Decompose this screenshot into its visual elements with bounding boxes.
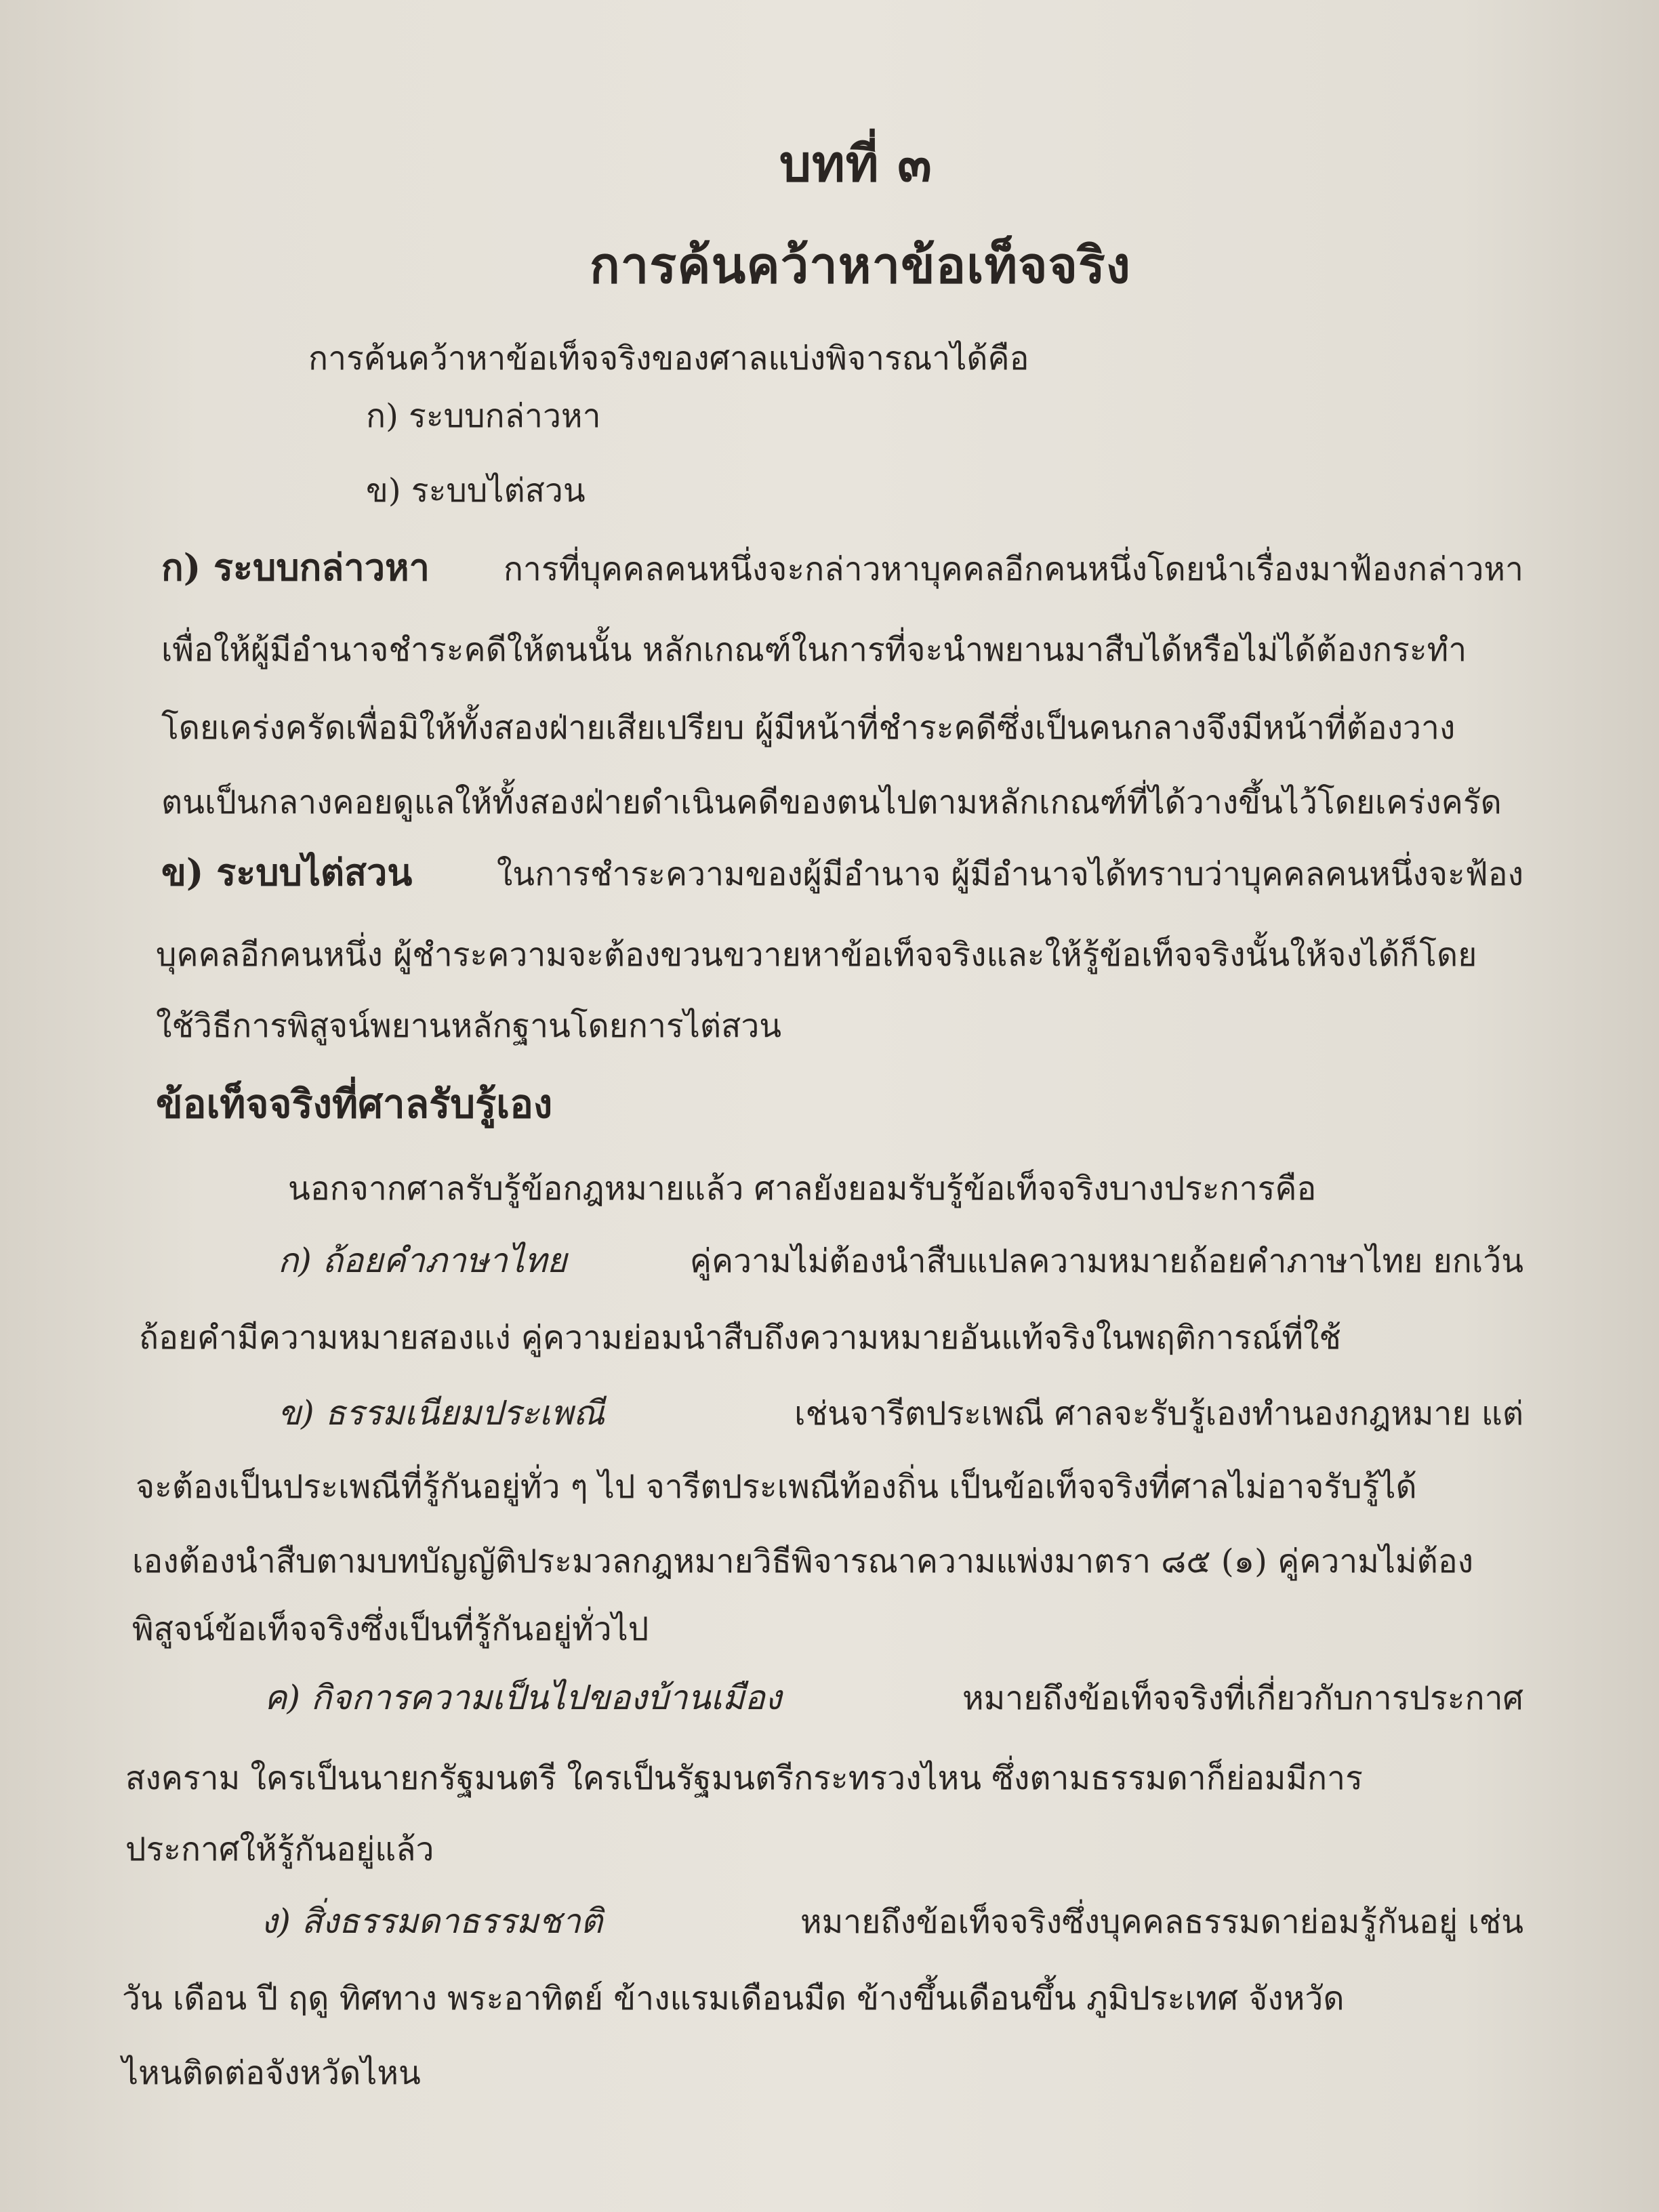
notice-item-b-line-1 [278, 1393, 1523, 1433]
section-a-label: ก) ระบบกล่าวหา [161, 546, 430, 589]
section-a-line-3: โดยเคร่งครัดเพื่อมิให้ทั้งสองฝ่ายเสียเปรียบ ผู้มีหน้าที่ชำระคดีซึ่งเป็นคนกลางจึงมีหน้าที่ต้องวาง [161, 709, 1456, 747]
notice-item-c-line-3: ประกาศให้รู้กันอยู่แล้ว [125, 1830, 434, 1868]
notice-item-d-line-3: ไหนติดต่อจังหวัดไหน [122, 2054, 421, 2092]
notice-item-a-line-2: ถ้อยคำมีความหมายสองแง่ คู่ความย่อมนำสืบถึงความหมายอันแท้จริงในพฤติการณ์ที่ใช้ [139, 1319, 1342, 1357]
notice-item-c-line-2: สงคราม ใครเป็นนายกรัฐมนตรี ใครเป็นรัฐมนตรีกระทรวงไหน ซึ่งตามธรรมดาก็ย่อมมีการ [125, 1759, 1363, 1797]
notice-item-a-text: คู่ความไม่ต้องนำสืบแปลความหมายถ้อยคำภาษาไทย ยกเว้น [689, 1242, 1523, 1280]
judicial-notice-intro: นอกจากศาลรับรู้ข้อกฎหมายแล้ว ศาลยังยอมรับรู้ข้อเท็จจริงบางประการคือ [288, 1170, 1317, 1208]
section-a-line-4: ตนเป็นกลางคอยดูแลให้ทั้งสองฝ่ายดำเนินคดีของตนไปตามหลักเกณฑ์ที่ได้วางขึ้นไว้โดยเคร่งครัด [161, 783, 1502, 821]
section-b-line-3: ใช้วิธีการพิสูจน์พยานหลักฐานโดยการไต่สวน [156, 1007, 782, 1045]
notice-item-a-line-1 [278, 1241, 1523, 1280]
chapter-number-title: บทที่ ๓ [779, 135, 933, 193]
section-b-line-1 [161, 851, 1523, 894]
section-a-text: การที่บุคคลคนหนึ่งจะกล่าวหาบุคคลอีกคนหนึ่งโดยนำเรื่องมาฟ้องกล่าวหา [503, 550, 1523, 588]
notice-item-b-line-2: จะต้องเป็นประเพณีที่รู้กันอยู่ทั่ว ๆ ไป จารีตประเพณีท้องถิ่น เป็นข้อเท็จจริงที่ศาลไม่อาจรับรู้ได้ [136, 1468, 1417, 1506]
notice-item-c-line-1 [264, 1678, 1523, 1717]
notice-item-d-line-2: วัน เดือน ปี ฤดู ทิศทาง พระอาทิตย์ ข้างแรมเดือนมืด ข้างขึ้นเดือนขึ้น ภูมิประเทศ จังหวัด [122, 1980, 1345, 2018]
section-b-line-2: บุคคลอีกคนหนึ่ง ผู้ชำระความจะต้องขวนขวายหาข้อเท็จจริงและให้รู้ข้อเท็จจริงนั้นให้จงได้ก็โดย [156, 936, 1477, 974]
notice-item-b-label: ข) ธรรมเนียมประเพณี [278, 1393, 605, 1433]
notice-item-a-label: ก) ถ้อยคำภาษาไทย [278, 1241, 567, 1280]
judicial-notice-heading: ข้อเท็จจริงที่ศาลรับรู้เอง [156, 1081, 553, 1127]
section-b-label: ข) ระบบไต่สวน [161, 851, 413, 894]
notice-item-c-text: หมายถึงข้อเท็จจริงที่เกี่ยวกับการประกาศ [962, 1679, 1523, 1717]
notice-item-d-line-1 [261, 1902, 1523, 1941]
notice-item-b-text: เช่นจารีตประเพณี ศาลจะรับรู้เองทำนองกฎหมาย แต่ [794, 1395, 1523, 1433]
intro-item-b: ข) ระบบไต่สวน [366, 472, 586, 510]
chapter-title: การค้นคว้าหาข้อเท็จจริง [590, 237, 1131, 295]
notice-item-d-text: หมายถึงข้อเท็จจริงซึ่งบุคคลธรรมดาย่อมรู้กันอยู่ เช่น [800, 1903, 1523, 1941]
intro-text: การค้นคว้าหาข้อเท็จจริงของศาลแบ่งพิจารณาได้คือ [308, 340, 1029, 377]
section-b-text: ในการชำระความของผู้มีอำนาจ ผู้มีอำนาจได้ทราบว่าบุคคลคนหนึ่งจะฟ้อง [496, 855, 1523, 893]
notice-item-c-label: ค) กิจการความเป็นไปของบ้านเมือง [264, 1678, 782, 1717]
section-a-line-2: เพื่อให้ผู้มีอำนาจชำระคดีให้ตนนั้น หลักเกณฑ์ในการที่จะนำพยานมาสืบได้หรือไม่ได้ต้องกระทำ [161, 631, 1467, 669]
notice-item-b-line-4: พิสูจน์ข้อเท็จจริงซึ่งเป็นที่รู้กันอยู่ทั่วไป [132, 1610, 649, 1648]
notice-item-d-label: ง) สิ่งธรรมดาธรรมชาติ [261, 1902, 603, 1941]
notice-item-b-line-3: เองต้องนำสืบตามบทบัญญัติประมวลกฎหมายวิธีพิจารณาความแพ่งมาตรา ๘๕ (๑) คู่ความไม่ต้อง [132, 1542, 1474, 1580]
section-a-line-1 [161, 546, 1523, 589]
intro-item-a: ก) ระบบกล่าวหา [366, 397, 601, 435]
